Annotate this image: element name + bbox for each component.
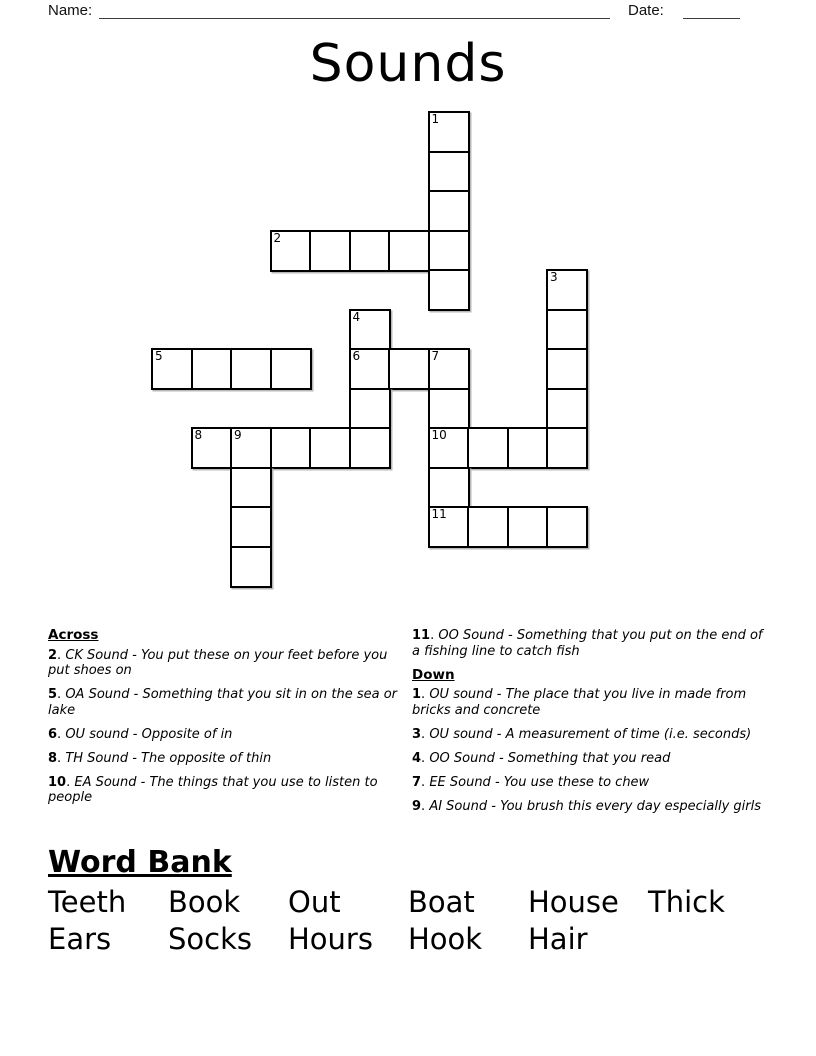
- crossword-cell[interactable]: [546, 309, 588, 351]
- crossword-cell[interactable]: [546, 427, 588, 469]
- word-bank-word: Hair: [528, 922, 588, 956]
- clue-number: 7: [431, 349, 440, 363]
- word-bank: [48, 884, 778, 958]
- clue-item-number: 7: [412, 774, 422, 790]
- clue-item: 2. CK Sound - You put these on your feet before you put shoes on: [48, 647, 388, 678]
- clue-number: 2: [273, 230, 282, 245]
- clue-item-text: OU sound - A measurement of time (i.e. seconds): [429, 726, 752, 742]
- clue-number: 4: [352, 309, 361, 324]
- word-bank-word: House: [528, 885, 619, 919]
- crossword-cell[interactable]: [428, 467, 470, 509]
- clue-number: 5: [155, 349, 163, 363]
- clue-item-text: AI Sound - You brush this every day especially girls: [429, 798, 762, 814]
- crossword-cell[interactable]: [270, 427, 312, 469]
- clue-item: 4. OO Sound - Something that you read: [412, 750, 671, 766]
- word-bank-word: Thick: [648, 885, 725, 919]
- crossword-cell[interactable]: [230, 546, 272, 588]
- clue-number: 9: [234, 428, 242, 442]
- clue-item: 7. EE Sound - You use these to chew: [412, 774, 650, 790]
- clue-item-number: 1: [412, 687, 422, 702]
- crossword-cell[interactable]: [507, 427, 549, 469]
- word-bank-word: Hook: [408, 922, 483, 956]
- down-clues-column: [412, 628, 768, 823]
- crossword-cell[interactable]: [428, 111, 470, 153]
- crossword-cell[interactable]: [349, 427, 391, 469]
- clue-number: 6: [352, 349, 361, 363]
- date-label: Date:: [628, 2, 664, 19]
- clue-item-text: OA Sound - Something that you sit in on the sea or lake: [48, 687, 398, 718]
- crossword-cell[interactable]: [230, 427, 272, 469]
- crossword-cell[interactable]: [428, 388, 470, 430]
- word-bank-word: Boat: [408, 885, 475, 919]
- clue-section-heading: Across: [48, 627, 99, 643]
- clue-item: 3. OU sound - A measurement of time (i.e. seconds): [412, 726, 752, 742]
- crossword-cell[interactable]: [349, 309, 391, 351]
- crossword-cell[interactable]: [309, 427, 351, 469]
- page-title: Sounds: [309, 34, 507, 94]
- crossword-cell[interactable]: [349, 230, 391, 272]
- crossword-cell[interactable]: [309, 230, 351, 272]
- crossword-cell[interactable]: [546, 388, 588, 430]
- crossword-cell[interactable]: [388, 348, 430, 390]
- clue-item: 10. EA Sound - The things that you use to listen to people: [48, 774, 378, 805]
- crossword-cell[interactable]: [230, 348, 272, 390]
- word-bank-word: Hours: [288, 922, 373, 956]
- word-bank-heading: Word Bank: [48, 845, 232, 880]
- word-bank-word: Ears: [48, 922, 112, 956]
- crossword-cell[interactable]: [230, 467, 272, 509]
- clue-item-number: 9: [412, 798, 422, 814]
- crossword-cell[interactable]: [467, 506, 509, 548]
- crossword-cell[interactable]: [546, 348, 588, 390]
- across-clues-column: [48, 628, 400, 814]
- crossword-cell[interactable]: [230, 506, 272, 548]
- name-label: Name:: [48, 2, 93, 19]
- clue-item-text: OU sound - Opposite of in: [65, 726, 233, 742]
- crossword-cell[interactable]: [428, 427, 470, 469]
- crossword-cell[interactable]: [428, 190, 470, 232]
- word-bank-row: [48, 921, 778, 958]
- clue-number: 8: [194, 428, 203, 442]
- clue-item-number: 2: [48, 647, 58, 663]
- clue-number: 1: [431, 112, 440, 126]
- crossword-cell[interactable]: [546, 269, 588, 311]
- clue-item: 8. TH Sound - The opposite of thin: [48, 750, 272, 766]
- clue-item-number: 11: [412, 628, 431, 643]
- clue-item-number: 5: [48, 687, 58, 702]
- crossword-cell[interactable]: [428, 269, 470, 311]
- clue-item-text: OU sound - The place that you live in made from bricks and concrete: [412, 687, 747, 718]
- clue-item-number: 8: [48, 750, 58, 766]
- word-bank-row: [48, 884, 778, 921]
- crossword-cell[interactable]: [388, 230, 430, 272]
- crossword-cell[interactable]: [151, 348, 193, 390]
- clue-item-number: 10: [48, 774, 67, 790]
- clue-number: 3: [550, 270, 558, 284]
- clue-item-text: CK Sound - You put these on your feet before you put shoes on: [48, 647, 388, 678]
- word-bank-word: Out: [288, 885, 341, 919]
- clue-item: 1. OU sound - The place that you live in made from bricks and concrete: [412, 687, 747, 718]
- clue-number: 11: [431, 507, 447, 521]
- crossword-cell[interactable]: [428, 506, 470, 548]
- crossword-cell[interactable]: [546, 506, 588, 548]
- clue-item-text: OO Sound - Something that you read: [429, 750, 671, 766]
- word-bank-word: Book: [168, 885, 241, 919]
- clue-item: 9. AI Sound - You brush this every day especially girls: [412, 798, 762, 814]
- crossword-cell[interactable]: [507, 506, 549, 548]
- crossword-cell[interactable]: [428, 348, 470, 390]
- clue-item-text: EA Sound - The things that you use to listen to people: [48, 774, 378, 805]
- word-bank-word: Teeth: [48, 885, 127, 919]
- crossword-cell[interactable]: [349, 348, 391, 390]
- clue-number: 10: [431, 428, 447, 442]
- clue-item: 6. OU sound - Opposite of in: [48, 726, 233, 742]
- clue-item-number: 6: [48, 726, 58, 742]
- clue-item: 11. OO Sound - Something that you put on the end of a fishing line to catch fish: [412, 628, 763, 659]
- clue-item-text: OO Sound - Something that you put on the end of a fishing line to catch fish: [412, 628, 763, 659]
- crossword-cell[interactable]: [428, 230, 470, 272]
- crossword-cell[interactable]: [270, 348, 312, 390]
- clue-item-text: TH Sound - The opposite of thin: [65, 750, 272, 766]
- clue-section-heading: Down: [412, 666, 455, 683]
- word-bank-word: Socks: [168, 922, 252, 956]
- crossword-cell[interactable]: [467, 427, 509, 469]
- clue-item-text: EE Sound - You use these to chew: [429, 774, 650, 790]
- crossword-cell[interactable]: [270, 230, 312, 272]
- crossword-cell[interactable]: [428, 151, 470, 193]
- clue-item-number: 3: [412, 726, 422, 742]
- crossword-cell[interactable]: [191, 427, 233, 469]
- crossword-cell[interactable]: [191, 348, 233, 390]
- date-input-line[interactable]: [683, 18, 740, 19]
- clue-item: 5. OA Sound - Something that you sit in on the sea or lake: [48, 687, 398, 718]
- crossword-cell[interactable]: [349, 388, 391, 430]
- name-input-line[interactable]: [99, 18, 610, 19]
- clue-item-number: 4: [412, 750, 422, 766]
